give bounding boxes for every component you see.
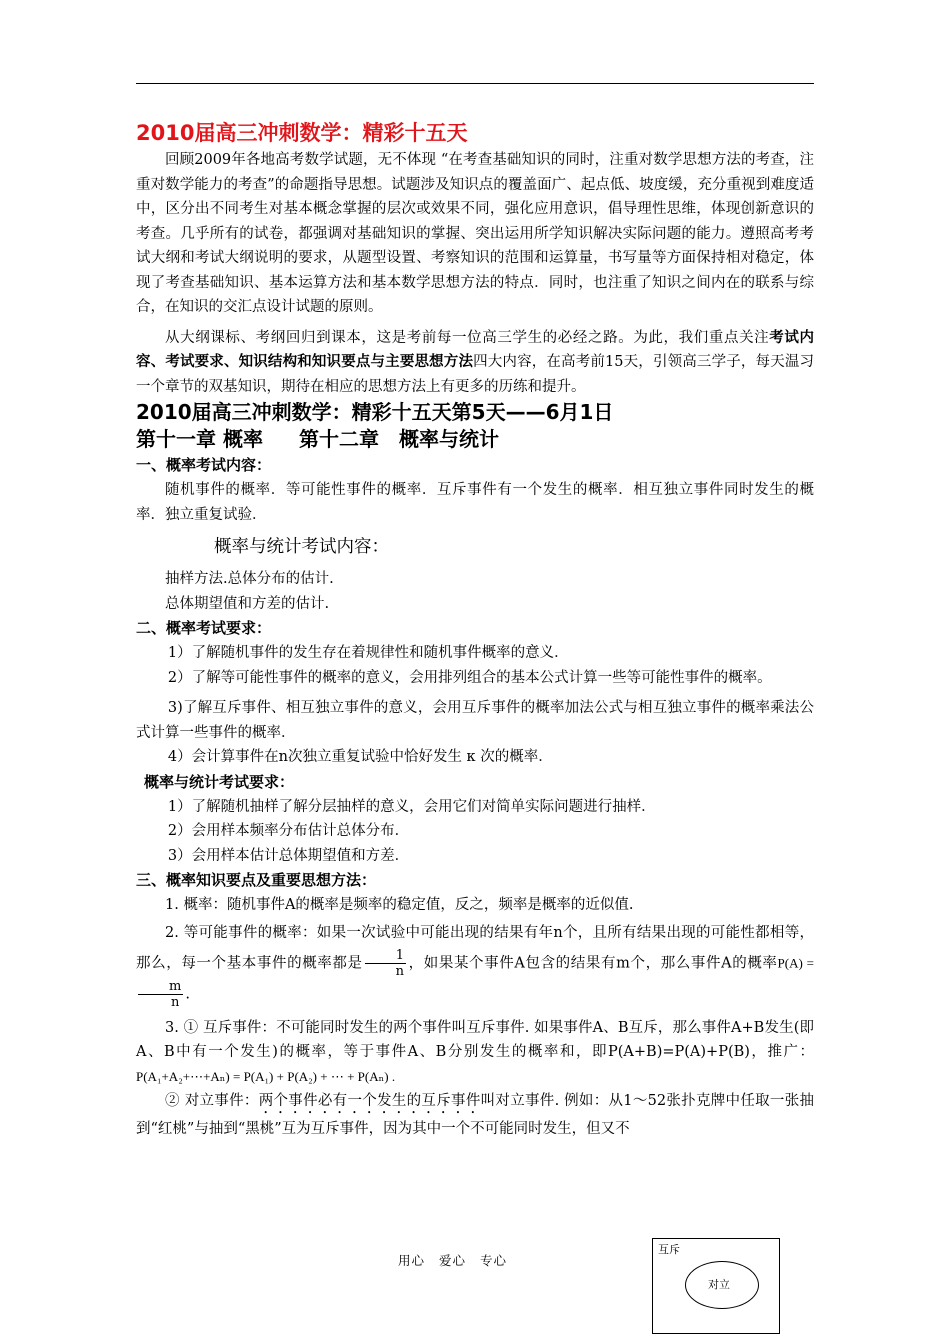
knowledge-2-mid: ，如果某个事件A包含的结果有m个，那么事件A的概率 [408, 955, 778, 971]
section-1-text: 随机事件的概率．等可能性事件的概率．互斥事件有一个发生的概率．相互独立事件同时发生的概率．独立重复试验． [136, 482, 814, 523]
stat-content-item-2: 总体期望值和方差的估计. [165, 595, 330, 612]
venn-diagram [652, 1238, 780, 1334]
intro-p2-bold: 考试内容、考试要求、知识结构和知识要点与主要思想方法 [136, 328, 815, 370]
stat-req-item-3: 3）会用样本估计总体期望值和方差． [167, 847, 410, 864]
section-1-heading: 一、概率考试内容： [136, 456, 272, 474]
section-2-item-3: 3)了解互斥事件、相互独立事件的意义，会用互斥事件的概率加法公式与相互独立事件的概率乘法公式计算一些事件的概率． [136, 700, 814, 741]
knowledge-1: 1. 概率：随机事件A的概率是频率的稳定值，反之，频率是概率的近似值. [165, 897, 634, 913]
stat-req-heading: 概率与统计考试要求： [144, 772, 295, 791]
fraction-one-over-n: $\frac{1}{n}$ [365, 948, 406, 979]
stat-content-heading: 概率与统计考试内容： [214, 537, 389, 557]
knowledge-3a-text: 3. ① 互斥事件：不可能同时发生的两个事件叫互斥事件. 如果事件A、B互斥，那么事件A+B发生(即A、B中有一个发生)的概率，等于事件A、B分别发生的概率和，即P(A+B)=P(A)+P(B)，推广： [136, 1019, 814, 1060]
stat-req-item-2: 2）会用样本频率分布估计总体分布． [167, 823, 410, 839]
knowledge-2: 2. 等可能事件的概率：如果一次试验中可能出现的结果有年n个，且所有结果出现的可能性都相等，那么，每一个基本事件的概率都是 $\frac{1}{n}$ ，如果某个事件A包含的结果有m个，那么事件A的概率P(A) = $\frac{m}{n}$ . [136, 924, 814, 1010]
header-title: 2010届高三冲刺数学：精彩十五天 [136, 121, 468, 145]
intro-p2-post: 四大内容，在高考前15天，引领高三学子，每天温习一个章节的双基知识，期待在相应的思想方法上有更多的历练和提升。 [136, 354, 815, 395]
knowledge-2-pre: 2. 等可能事件的概率：如果一次试验中可能出现的结果有年n个，且所有结果出现的可能性都相等，那么，每一个基本事件的概率都是 [136, 924, 814, 971]
stat-content-item-1: 抽样方法.总体分布的估计. [165, 571, 334, 587]
chapter-title [136, 426, 814, 453]
chapter-right: 第十二章 概率与统计 [298, 427, 499, 451]
section-2-item-4: 4）会计算事件在n次独立重复试验中恰好发生 κ 次的概率． [167, 749, 553, 765]
venn-outer-label: 互斥 [658, 1243, 680, 1256]
dotted-emphasis: 两个事件必有一个发生的互斥事件 [258, 1093, 481, 1109]
header-rule [136, 83, 814, 84]
fraction-m-over-n: $\frac{m}{n}$ [138, 979, 183, 1010]
formula-pa: P(A) = [777, 955, 814, 970]
section-2-item-1: 1）了解随机事件的发生存在着规律性和随机事件概率的意义． [167, 645, 569, 661]
section-2-item-2: 2）了解等可能性事件的概率的意义，会用排列组合的基本公式计算一些等可能性事件的概率。 [167, 669, 772, 686]
section-2-heading: 二、概率考试要求： [136, 619, 272, 637]
document-body [136, 118, 814, 1142]
knowledge-3b: ② 对立事件：两个事件必有一个发生的互斥事件叫对立事件. 例如：从1～52张扑克牌中任取一张抽到“红桃”与抽到“黑桃”互为互斥事件，因为其中一个不可能同时发生，但又不 [136, 1093, 815, 1137]
intro-paragraph-1: 回顾2009年各地高考数学试题，无不体现 “在考查基础知识的同时，注重对数学思想方法的考查，注重对数学能力的考查”的命题指导思想。试题涉及知识点的覆盖面广、起点低、坡度缓，充分重视到难度适中，区分出不同考生对基本概念掌握的层次或效果不同，强化应用意识，倡导理性思维，体现创新意识的考查。几乎所有的试卷，都强调对基础知识的掌握、突出运用所学知识解决实际问题的能力。遵照高考考试大纲和考试大纲说明的要求，从题型设置、考察知识的范围和运算量，书写量等方面保持相对稳定，体现了考查基础知识、基本运算方法和基本数学思想方法的特点．同时，也注重了知识之间内在的联系与综合，在知识的交汇点设计试题的原则。 [136, 152, 814, 315]
intro-paragraph-2 [136, 326, 814, 400]
page-footer: 用心 爱心 专心 [398, 1253, 508, 1268]
intro-p2-pre: 从大纲课标、考纲回归到课本，这是考前每一位高三学生的必经之路。为此，我们重点关注 [165, 329, 770, 346]
knowledge-3a [136, 1016, 814, 1090]
formula-union: P(A₁+A₂+⋯+Aₙ) = P(A₁) + P(A₂) + ⋯ + P(Aₙ) . [136, 1068, 396, 1084]
chapter-left: 第十一章 概率 [136, 427, 263, 451]
day-title: 2010届高三冲刺数学：精彩十五天第5天——6月1日 [136, 400, 614, 424]
venn-inner-label: 对立 [708, 1278, 730, 1291]
stat-req-item-1: 1）了解随机抽样了解分层抽样的意义，会用它们对简单实际问题进行抽样． [167, 798, 656, 815]
section-3-heading: 三、概率知识要点及重要思想方法： [136, 871, 377, 889]
